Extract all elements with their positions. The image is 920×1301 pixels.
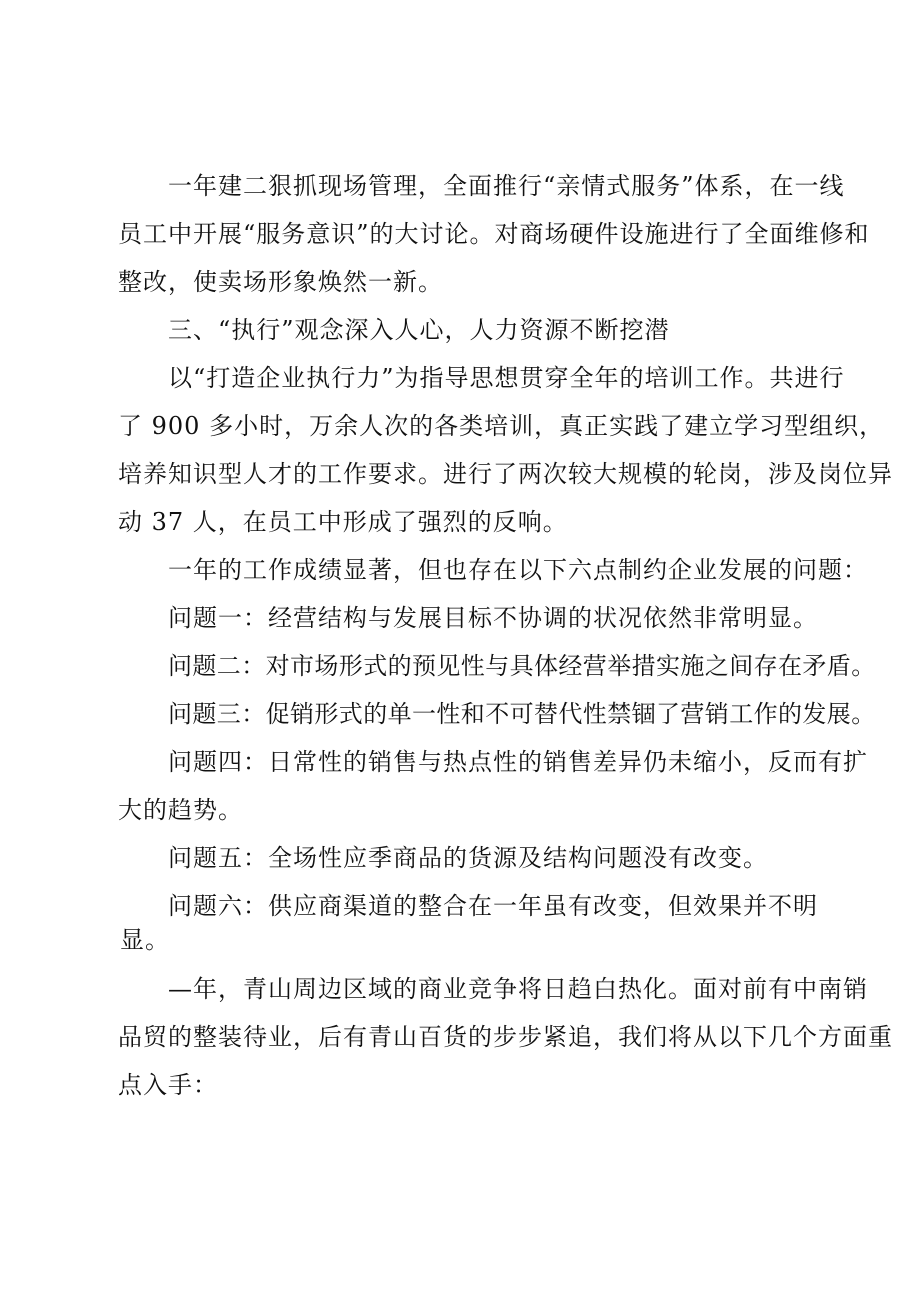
issue-item-continuation: 大的趋势。 [118,796,243,824]
paragraph-line: —年，青山周边区域的商业竞争将日趋白热化。面对前有中南销 [168,975,868,1003]
issue-item: 问题五：全场性应季商品的货源及结构问题没有改变。 [168,844,768,872]
paragraph-line: 一年的工作成绩显著，但也存在以下六点制约企业发展的问题： [168,556,868,584]
paragraph-line: 一年建二狠抓现场管理，全面推行“亲情式服务”体系，在一线 [168,172,845,200]
issue-item: 问题六：供应商渠道的整合在一年虽有改变，但效果并不明 [168,892,818,920]
paragraph-line: 以“打造企业执行力”为指导思想贯穿全年的培训工作。共进行 [168,364,845,392]
paragraph-line: 了 900 多小时，万余人次的各类培训，真正实践了建立学习型组织， [118,412,885,440]
paragraph-line: 员工中开展“服务意识”的大讨论。对商场硬件设施进行了全面维修和 [118,220,870,248]
issue-item: 问题一：经营结构与发展目标不协调的状况依然非常明显。 [168,604,818,632]
issue-item: 问题二：对市场形式的预见性与具体经营举措实施之间存在矛盾。 [168,652,876,680]
paragraph-line: 品贸的整装待业，后有青山百货的步步紧追，我们将从以下几个方面重 [118,1023,893,1051]
issue-item: 问题四：日常性的销售与热点性的销售差异仍未缩小，反而有扩 [168,748,868,776]
paragraph-line: 动 37 人，在员工中形成了强烈的反响。 [118,508,568,536]
paragraph-line: 培养知识型人才的工作要求。进行了两次较大规模的轮岗，涉及岗位异 [118,460,893,488]
section-heading: 三、“执行”观念深入人心，人力资源不断挖潜 [168,316,670,344]
paragraph-line: 点入手： [118,1071,218,1099]
paragraph-line: 整改，使卖场形象焕然一新。 [118,268,443,296]
issue-item-continuation: 显。 [120,926,170,954]
issue-item: 问题三：促销形式的单一性和不可替代性禁锢了营销工作的发展。 [168,700,876,728]
